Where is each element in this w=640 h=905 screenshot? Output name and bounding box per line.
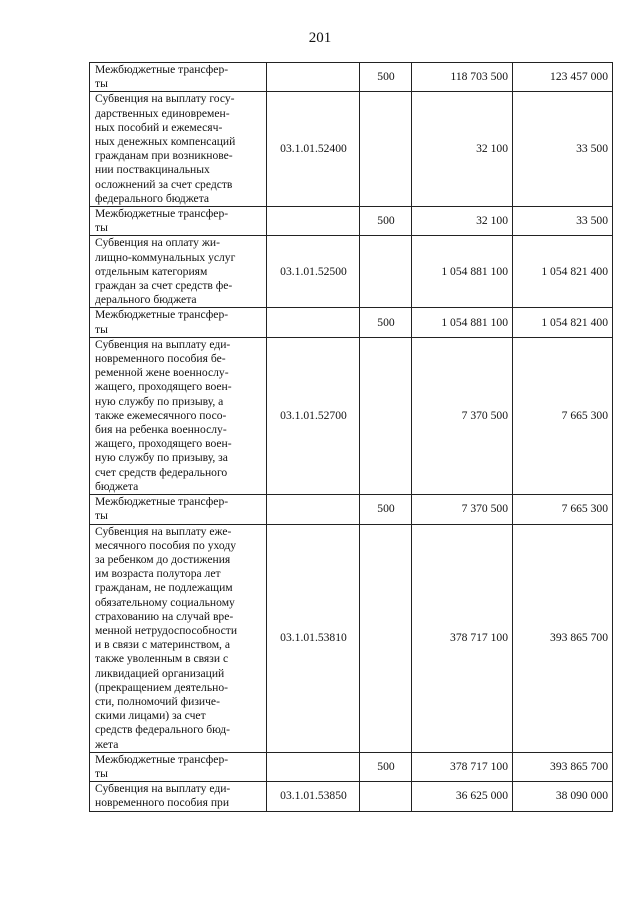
row-type-cell — [360, 207, 412, 236]
row-name-text: Межбюджетные трансфер- ты — [95, 308, 229, 336]
row-name-text: Субвенция на выплату госу- дарственных единовремен- ных пособий и ежемесяч- ных денежных компенсаций гражданам при возникнове- нии поствакцинальных осложнений за счет средств федерального бюджета — [95, 92, 236, 205]
row-value-2024-cell — [412, 495, 513, 524]
row-name-cell — [90, 752, 267, 781]
row-name-cell — [90, 782, 267, 811]
row-code-cell — [267, 207, 360, 236]
row-name-cell — [90, 63, 267, 92]
budget-table-body — [90, 63, 613, 812]
table-row — [90, 236, 613, 308]
row-type-text: 500 — [377, 502, 395, 516]
row-value-2024-text: 1 054 881 100 — [441, 315, 508, 329]
row-value-2024-text: 7 370 500 — [461, 502, 508, 516]
row-value-2025-cell — [513, 524, 613, 752]
row-type-cell — [360, 236, 412, 308]
row-value-2025-cell — [513, 337, 613, 494]
row-value-2025-cell — [513, 92, 613, 207]
row-value-2024-cell — [412, 782, 513, 811]
row-value-2024-text: 118 703 500 — [450, 70, 508, 84]
row-name-text: Субвенция на оплату жи- лищно-коммунальных услуг отдельным категориям граждан за счет средств фе- дерального бюджета — [95, 236, 236, 307]
row-name-text: Межбюджетные трансфер- ты — [95, 495, 229, 523]
row-type-cell — [360, 308, 412, 337]
row-code-cell — [267, 524, 360, 752]
row-value-2024-cell — [412, 207, 513, 236]
row-name-cell — [90, 308, 267, 337]
row-value-2024-text: 1 054 881 100 — [441, 264, 508, 278]
table-row — [90, 63, 613, 92]
row-code-text: 03.1.01.52500 — [280, 264, 347, 278]
row-value-2025-text: 33 500 — [576, 214, 608, 228]
row-value-2024-text: 7 370 500 — [461, 408, 508, 422]
row-value-2025-text: 38 090 000 — [555, 789, 608, 803]
table-row — [90, 782, 613, 811]
row-name-cell — [90, 236, 267, 308]
table-row — [90, 524, 613, 752]
row-type-cell — [360, 752, 412, 781]
row-type-text: 500 — [377, 70, 395, 84]
row-value-2024-text: 32 100 — [476, 142, 508, 156]
row-type-text: 500 — [377, 315, 395, 329]
row-value-2024-text: 378 717 100 — [450, 759, 508, 773]
row-value-2024-cell — [412, 337, 513, 494]
row-code-text: 03.1.01.53810 — [280, 631, 347, 645]
row-value-2025-cell — [513, 207, 613, 236]
row-value-2025-text: 393 865 700 — [550, 759, 608, 773]
row-type-cell — [360, 495, 412, 524]
row-name-text: Межбюджетные трансфер- ты — [95, 207, 229, 235]
row-type-cell — [360, 782, 412, 811]
row-value-2024-cell — [412, 308, 513, 337]
row-name-cell — [90, 495, 267, 524]
table-row — [90, 752, 613, 781]
row-value-2025-cell — [513, 308, 613, 337]
row-code-cell — [267, 63, 360, 92]
table-row — [90, 308, 613, 337]
row-value-2025-text: 33 500 — [576, 142, 608, 156]
table-row — [90, 207, 613, 236]
row-code-text: 03.1.01.52400 — [280, 142, 347, 156]
row-value-2025-cell — [513, 752, 613, 781]
row-name-cell — [90, 92, 267, 207]
row-value-2025-text: 393 865 700 — [550, 631, 608, 645]
row-value-2025-text: 7 665 300 — [561, 502, 608, 516]
row-code-cell — [267, 782, 360, 811]
row-type-text: 500 — [377, 214, 395, 228]
row-value-2024-cell — [412, 63, 513, 92]
table-row — [90, 495, 613, 524]
row-value-2025-text: 123 457 000 — [550, 70, 608, 84]
page-number: 201 — [308, 30, 332, 46]
row-code-cell — [267, 752, 360, 781]
row-value-2024-cell — [412, 92, 513, 207]
row-code-cell — [267, 92, 360, 207]
row-value-2024-text: 36 625 000 — [455, 789, 508, 803]
row-type-cell — [360, 92, 412, 207]
row-value-2024-text: 378 717 100 — [450, 631, 508, 645]
row-name-text: Субвенция на выплату еже- месячного пособия по уходу за ребенком до достижения им возраста полутора лет гражданам, не подлежащим обязательному социальному страхованию на случай вре- менной нетрудоспособности и в связи с материнством, а также уволенным в связи с ликвидацией организаций (прекращением деятельно- сти, полномочий физиче- скими лицами) за счет средств федерального бюд- жета — [95, 524, 238, 751]
table-row — [90, 337, 613, 494]
row-name-text: Межбюджетные трансфер- ты — [95, 63, 229, 91]
row-type-cell — [360, 524, 412, 752]
row-type-cell — [360, 63, 412, 92]
row-code-text: 03.1.01.52700 — [280, 408, 347, 422]
row-value-2025-cell — [513, 63, 613, 92]
row-name-text: Субвенция на выплату еди- новременного пособия бе- ременной жене военнослу- жащего, проходящего воен- ную службу по призыву, а также ежемесячного посо- бия на ребенка военнослу- жащего, проходящего воен- ную службу по призыву, за счет средств федерального бюджета — [95, 337, 232, 493]
row-value-2025-text: 7 665 300 — [561, 408, 608, 422]
row-value-2025-cell — [513, 236, 613, 308]
row-name-cell — [90, 524, 267, 752]
row-value-2025-text: 1 054 821 400 — [541, 315, 608, 329]
table-row — [90, 92, 613, 207]
row-value-2024-cell — [412, 236, 513, 308]
row-value-2025-text: 1 054 821 400 — [541, 264, 608, 278]
row-value-2024-cell — [412, 752, 513, 781]
row-code-cell — [267, 495, 360, 524]
row-code-cell — [267, 236, 360, 308]
row-value-2025-cell — [513, 495, 613, 524]
row-name-text: Субвенция на выплату еди- новременного пособия при — [95, 782, 231, 810]
row-name-cell — [90, 207, 267, 236]
row-code-text: 03.1.01.53850 — [280, 789, 347, 803]
row-value-2024-text: 32 100 — [476, 214, 508, 228]
row-type-text: 500 — [377, 759, 395, 773]
row-name-cell — [90, 337, 267, 494]
budget-table — [89, 62, 613, 812]
row-code-cell — [267, 308, 360, 337]
row-value-2024-cell — [412, 524, 513, 752]
row-name-text: Межбюджетные трансфер- ты — [95, 752, 229, 780]
row-code-cell — [267, 337, 360, 494]
row-type-cell — [360, 337, 412, 494]
row-value-2025-cell — [513, 782, 613, 811]
